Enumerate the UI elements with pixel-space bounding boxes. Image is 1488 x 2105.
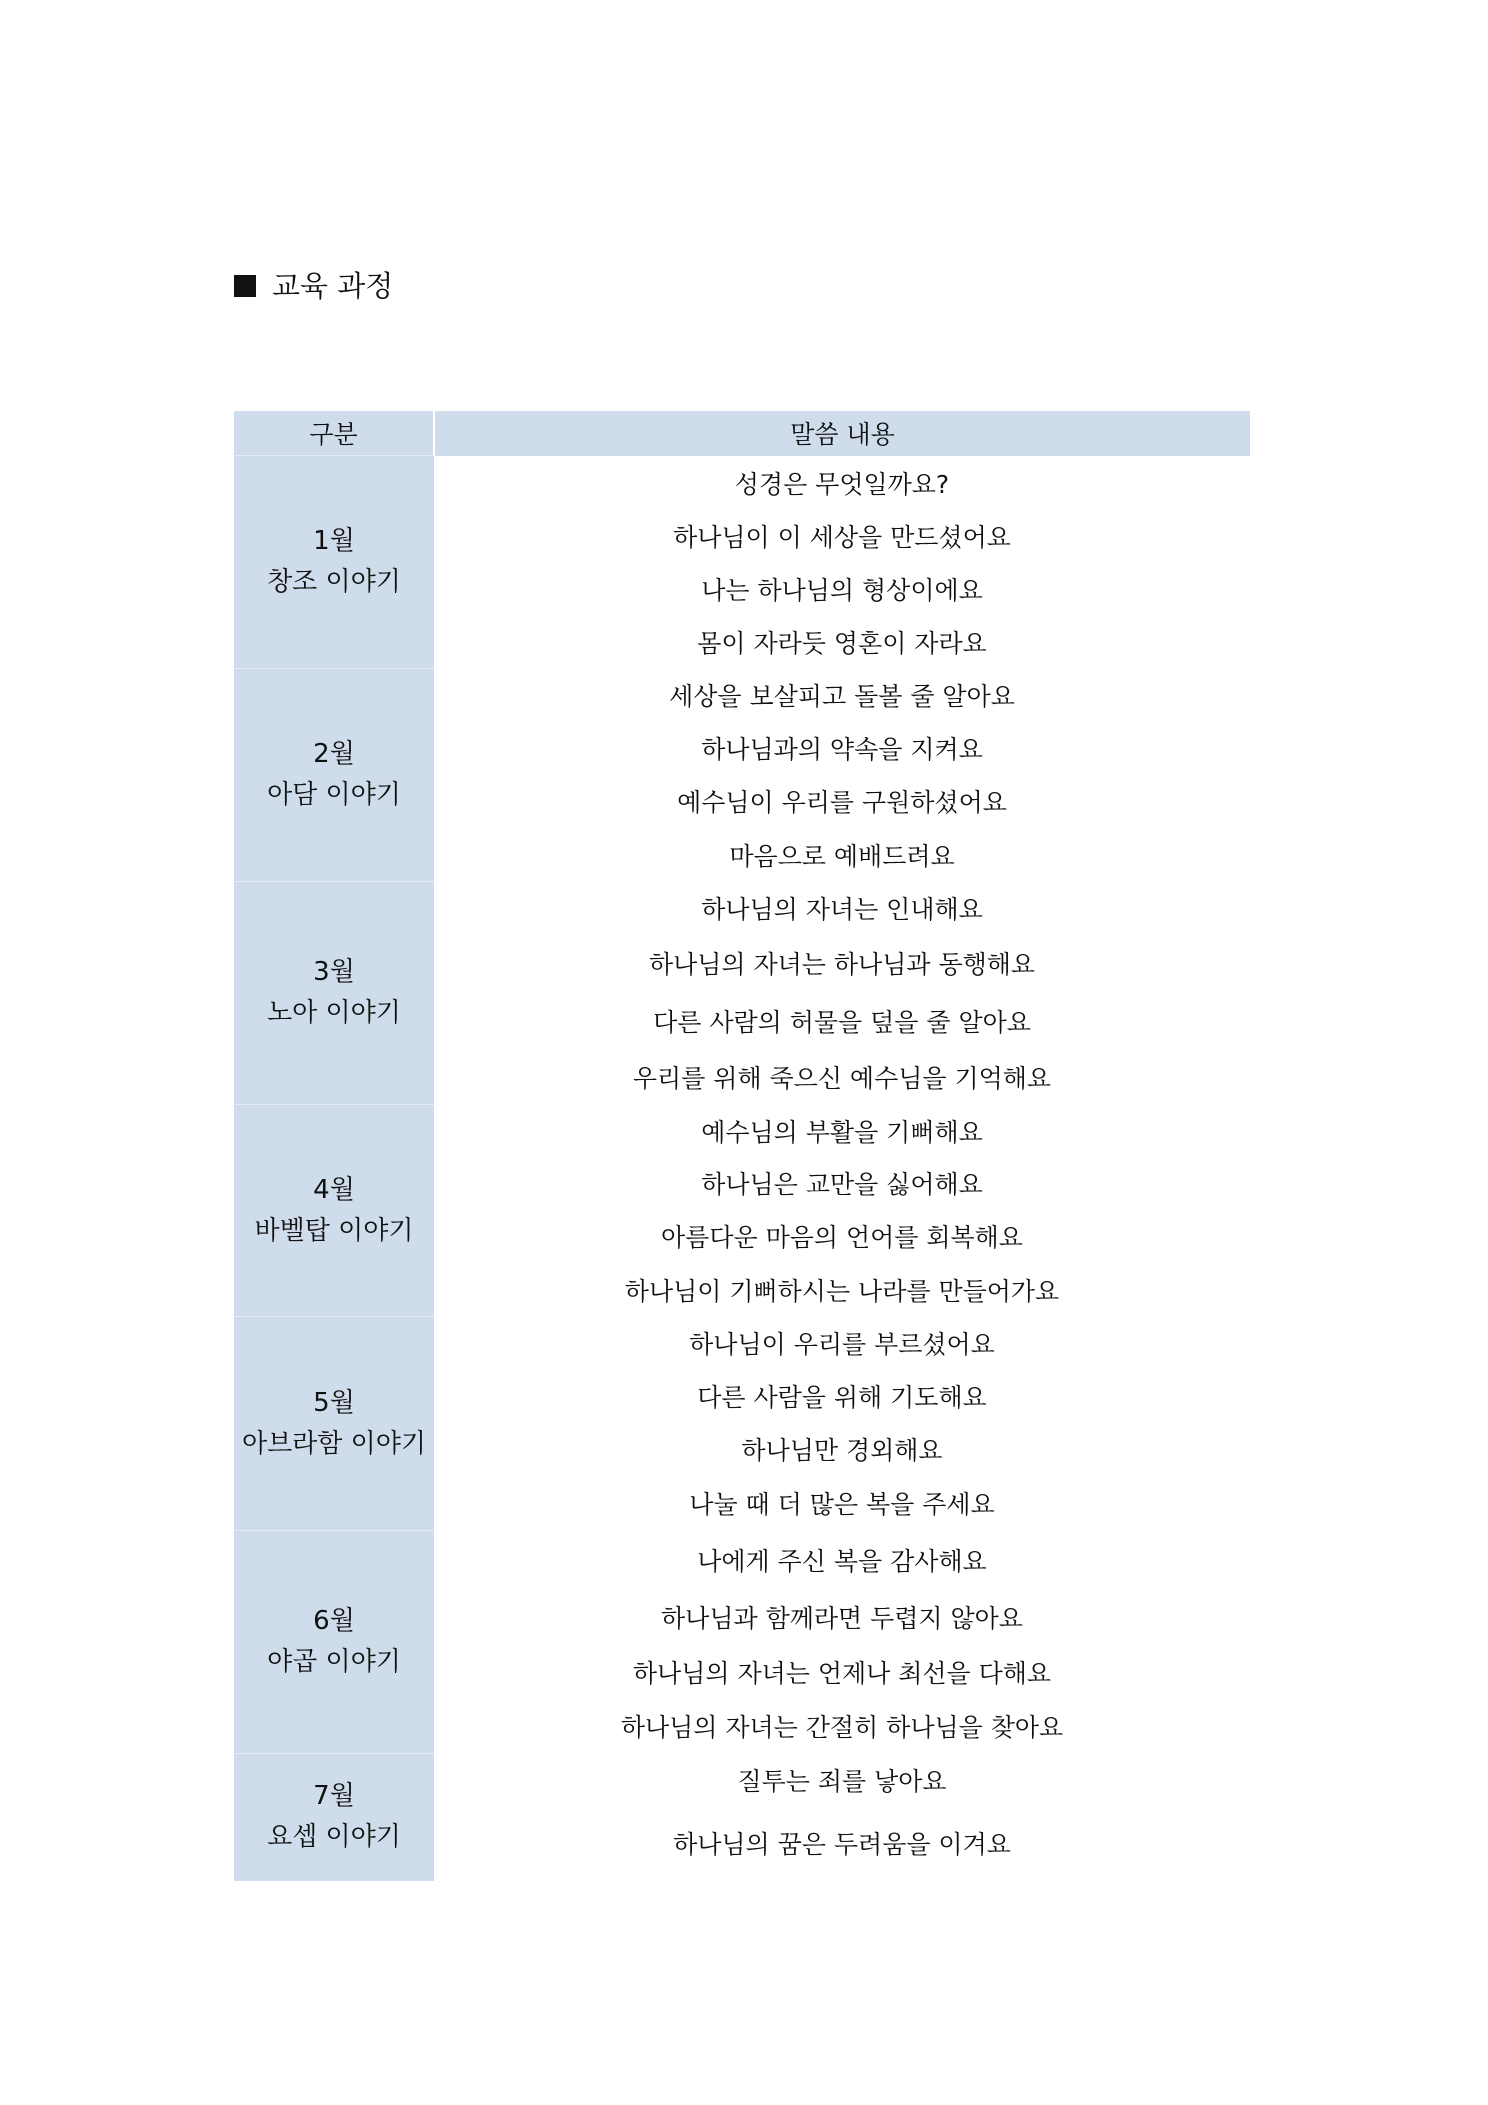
month-label: 4월 — [313, 1174, 355, 1205]
topic-label: 야곱 이야기 — [267, 1647, 401, 1677]
lesson-item: 세상을 보살피고 돌볼 줄 알아요 — [669, 682, 1015, 711]
month-label: 2월 — [313, 739, 355, 769]
lesson-item: 하나님의 꿈은 두려움을 이겨요 — [673, 1830, 1011, 1859]
lesson-item: 우리를 위해 죽으신 예수님을 기억해요 — [632, 1064, 1052, 1093]
section-heading — [234, 268, 393, 304]
square-bullet-icon — [234, 275, 256, 297]
section-title: 교육 과정 — [272, 269, 394, 303]
lessons-cell — [434, 882, 1250, 1105]
lesson-item: 하나님의 자녀는 인내해요 — [701, 895, 983, 924]
table-row — [234, 456, 1250, 669]
lesson-item: 하나님의 자녀는 하나님과 동행해요 — [648, 950, 1036, 979]
lesson-item: 다른 사람을 위해 기도해요 — [697, 1383, 987, 1412]
curriculum-table — [234, 411, 1250, 1881]
table-body — [234, 456, 1250, 1881]
lessons-cell — [434, 669, 1250, 882]
month-cell — [234, 1317, 434, 1531]
month-label: 6월 — [313, 1606, 355, 1636]
month-cell — [234, 1105, 434, 1317]
table-row — [234, 882, 1250, 1105]
table-row — [234, 1105, 1250, 1317]
month-label: 5월 — [313, 1387, 355, 1418]
lesson-item: 아름다운 마음의 언어를 회복해요 — [661, 1223, 1023, 1252]
month-cell — [234, 1754, 434, 1881]
table-row — [234, 1754, 1250, 1881]
topic-label: 바벨탑 이야기 — [254, 1215, 414, 1246]
lesson-item: 나에게 주신 복을 감사해요 — [697, 1546, 987, 1576]
lesson-item: 몸이 자라듯 영혼이 자라요 — [697, 629, 987, 658]
lesson-item: 다른 사람의 허물을 덮을 줄 알아요 — [653, 1007, 1031, 1037]
lessons-cell — [434, 1531, 1250, 1754]
lesson-item: 하나님이 이 세상을 만드셨어요 — [673, 523, 1011, 552]
lesson-item: 하나님의 자녀는 언제나 최선을 다해요 — [632, 1659, 1052, 1688]
lesson-item: 하나님과 함께라면 두렵지 않아요 — [661, 1604, 1023, 1633]
lessons-cell — [434, 1317, 1250, 1531]
month-cell — [234, 882, 434, 1105]
lessons-cell — [434, 1105, 1250, 1317]
lesson-item: 하나님은 교만을 싫어해요 — [701, 1170, 983, 1199]
topic-label: 요셉 이야기 — [267, 1822, 401, 1853]
month-cell — [234, 456, 434, 669]
lesson-item: 예수님이 우리를 구원하셨어요 — [677, 788, 1007, 817]
table-row — [234, 669, 1250, 882]
month-label: 1월 — [313, 526, 355, 556]
lesson-item: 나는 하나님의 형상이에요 — [701, 576, 983, 605]
lesson-item: 하나님의 자녀는 간절히 하나님을 찾아요 — [620, 1713, 1064, 1742]
table-row — [234, 1531, 1250, 1754]
topic-label: 창조 이야기 — [267, 567, 401, 597]
topic-label: 노아 이야기 — [267, 998, 401, 1028]
lesson-item: 질투는 죄를 낳아요 — [737, 1766, 947, 1796]
table-row — [234, 1317, 1250, 1531]
lesson-item: 예수님의 부활을 기뻐해요 — [701, 1117, 983, 1147]
lesson-item: 성경은 무엇일까요? — [734, 469, 950, 499]
lesson-item: 하나님이 우리를 부르셨어요 — [689, 1330, 995, 1359]
lesson-item: 하나님만 경외해요 — [741, 1436, 943, 1465]
lesson-item: 하나님과의 약속을 지켜요 — [701, 735, 983, 764]
lessons-cell — [434, 456, 1250, 669]
month-label: 3월 — [313, 957, 355, 987]
month-label: 7월 — [313, 1781, 355, 1812]
lesson-item: 나눌 때 더 많은 복을 주세요 — [689, 1490, 995, 1519]
lesson-item: 마음으로 예배드려요 — [729, 841, 955, 871]
header-category: 구분 — [234, 411, 434, 456]
table-header-row — [234, 411, 1250, 456]
header-content: 말씀 내용 — [434, 411, 1250, 456]
topic-label: 아담 이야기 — [267, 780, 401, 810]
month-cell — [234, 1531, 434, 1754]
topic-label: 아브라함 이야기 — [241, 1428, 427, 1459]
lessons-cell — [434, 1754, 1250, 1881]
lesson-item: 하나님이 기뻐하시는 나라를 만들어가요 — [624, 1276, 1060, 1306]
month-cell — [234, 669, 434, 882]
